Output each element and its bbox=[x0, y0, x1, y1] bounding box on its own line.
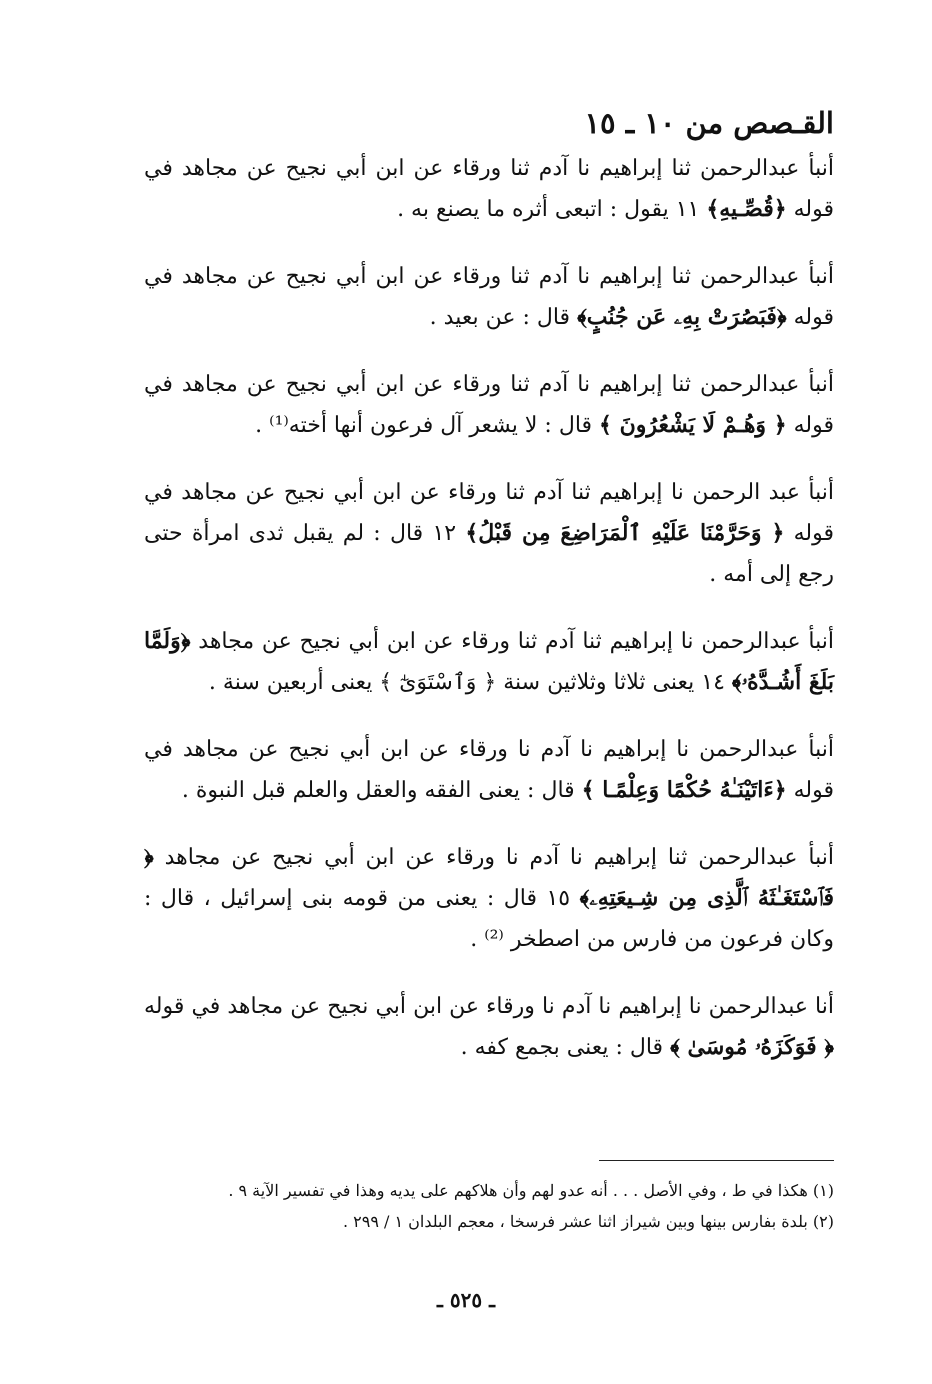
paragraph bbox=[144, 472, 834, 595]
quran-quote: ﴿ فَٱسْتَغَـٰثَهُ ٱلَّذِى مِن شِـيعَتِهِۦ﴾ bbox=[144, 844, 834, 911]
paragraph bbox=[144, 364, 834, 446]
footnote: (١) هكذا في ط ، وفي الأصل . . . أنه عدو لهم وأن هلاكهم على يديه وهذا في تفسير الآية ٩ . bbox=[228, 1181, 834, 1200]
paragraph bbox=[144, 148, 834, 230]
quran-quote: ﴿قُصِّـيهِ﴾ bbox=[706, 196, 787, 222]
commentary-text: ١٤ يعنى ثلاثا وثلاثين سنة ﴿ وَٱسْتَوَىٰٓ ﴾ يعنى أربعين سنة . bbox=[208, 670, 725, 695]
isnad-text: أنا عبدالرحمن نا إبراهيم نا آدم نا ورقاء عن ابن أبي نجيح عن مجاهد في قوله bbox=[144, 994, 834, 1019]
commentary-text: قال : لا يشعر آل فرعون أنها أخته⁽¹⁾ . bbox=[255, 413, 593, 438]
isnad-text: أنبأ عبدالرحمن نا إبراهيم ثنا آدم ثنا ورقاء عن ابن أبي نجيح عن مجاهد bbox=[198, 629, 835, 654]
quran-quote: ﴿وَلَمَّا بَلَغَ أَشُـدَّهُۥ﴾ bbox=[144, 628, 834, 695]
quran-quote: ﴿ءَاتَيْنَـٰهُ حُكْمًا وَعِلْمًـا ﴾ bbox=[581, 777, 787, 803]
footnote-divider bbox=[599, 1160, 834, 1161]
main-text bbox=[144, 148, 834, 1094]
commentary-text: ١٥ قال : يعنى من قومه بنى إسرائيل ، قال : وكان فرعون من فارس من اصطخر ⁽²⁾ . bbox=[144, 886, 834, 952]
isnad-text: أنبأ عبدالرحمن ثنا إبراهيم نا آدم ثنا ورقاء عن ابن أبي نجيح عن مجاهد في قوله bbox=[144, 156, 834, 222]
commentary-text: ١١ يقول : اتبعى أثره ما يصنع به . bbox=[397, 197, 700, 222]
paragraph bbox=[144, 837, 834, 960]
paragraph bbox=[144, 256, 834, 338]
isnad-text: أنبأ عبدالرحمن ثنا إبراهيم نا آدم ثنا ورقاء عن ابن أبي نجيح عن مجاهد في قوله bbox=[144, 264, 834, 330]
page-number: ـ ٥٢٥ ـ bbox=[437, 1288, 495, 1312]
isnad-text: أنبأ عبد الرحمن نا إبراهيم ثنا آدم ثنا ورقاء عن ابن أبي نجيح عن مجاهد في قوله bbox=[144, 480, 835, 546]
commentary-text: قال : عن بعيد . bbox=[429, 305, 571, 330]
paragraph bbox=[144, 729, 834, 811]
quran-quote: ﴿ وَحَرَّمْنَا عَلَيْهِ ٱلْمَرَاضِعَ مِن قَبْلُ﴾ bbox=[465, 520, 785, 546]
isnad-text: أنبأ عبدالرحمن ثنا إبراهيم نا آدم نا ورقاء عن ابن أبي نجيح عن مجاهد bbox=[164, 845, 834, 870]
paragraph bbox=[144, 986, 834, 1068]
quran-quote: ﴿فَبَصُرَتْ بِهِۦ عَن جُنُبٍ﴾ bbox=[577, 304, 787, 330]
page-title: القـصص من ١٠ ـ ١٥ bbox=[584, 106, 834, 140]
commentary-text: قال : يعنى الفقه والعقل والعلم قبل النبوة . bbox=[181, 778, 575, 803]
commentary-text: ١٢ قال : لم يقبل ثدى امرأة حتى رجع إلى أمه . bbox=[144, 521, 834, 587]
quran-quote: ﴿ وَهُـمْ لَا يَشْعُرُونَ ﴾ bbox=[599, 412, 787, 438]
isnad-text: أنبأ عبدالرحمن نا إبراهيم نا آدم نا ورقاء عن ابن أبي نجيح عن مجاهد في قوله bbox=[144, 737, 834, 803]
footnote: (٢) بلدة بفارس بينها وبين شيراز اثنا عشر فرسخا ، معجم البلدان ١ / ٢٩٩ . bbox=[342, 1212, 834, 1231]
isnad-text: أنبأ عبدالرحمن ثنا إبراهيم نا آدم ثنا ورقاء عن ابن أبي نجيح عن مجاهد في قوله bbox=[144, 372, 834, 438]
paragraph bbox=[144, 621, 834, 703]
footnotes bbox=[144, 1175, 834, 1237]
quran-quote: ﴿ فَوَكَزَهُۥ مُوسَىٰ ﴾ bbox=[670, 1034, 834, 1060]
commentary-text: قال : يعنى بجمع كفه . bbox=[460, 1035, 664, 1060]
